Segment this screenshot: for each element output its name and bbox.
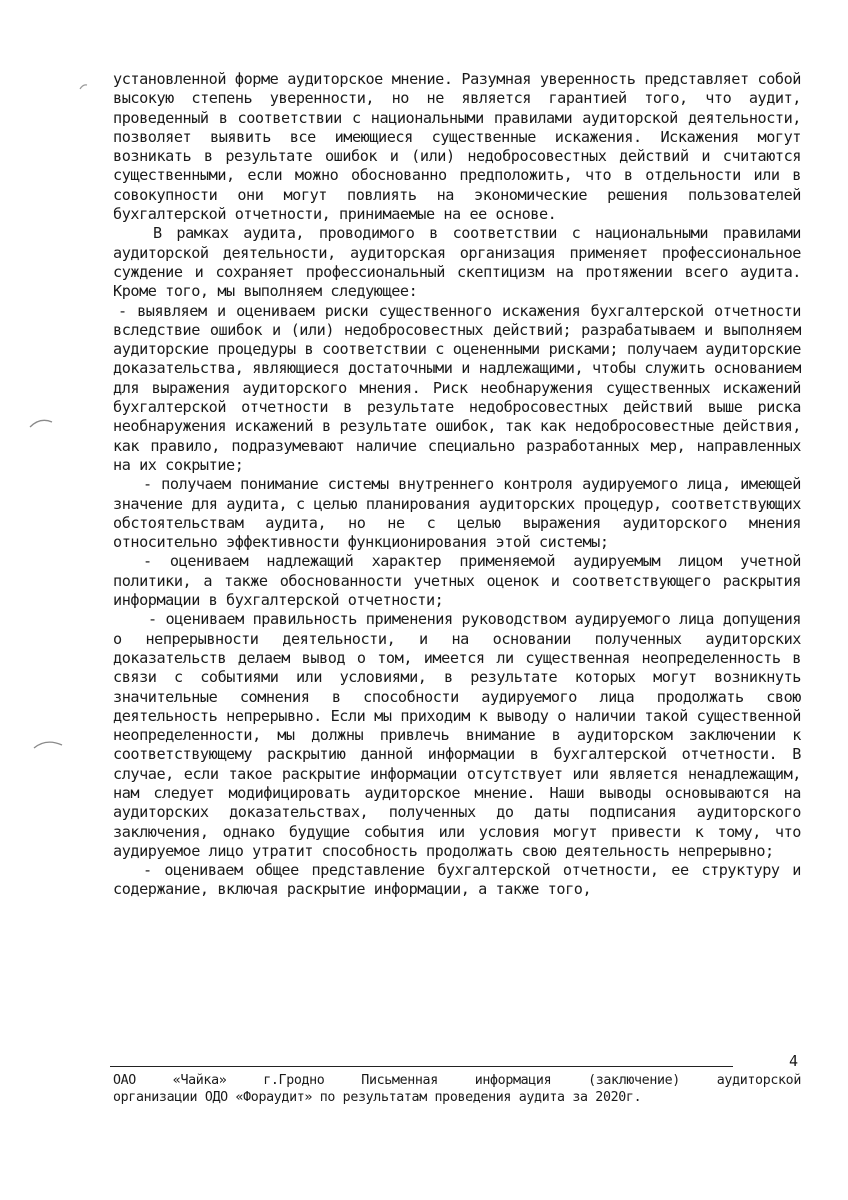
- footer-divider: [110, 1066, 733, 1067]
- list-item-risk-assessment: - выявляем и оцениваем риски существенного искажения бухгалтерской отчетности вследствие ошибок и (или) недобросовестных действий; разрабатываем и выполняем аудиторские процедуры в соответствии с оцененными рисками; получаем аудиторские доказательства, являющиеся достаточными и надлежащими, чтобы служить основанием для выражения аудиторского мнения. Риск необнаружения существенных искажений бухгалтерской отчетности в результате недобросовестных действий выше риска необнаружения искажений в результате ошибок, так как недобросовестные действия, как правило, подразумевают наличие специально разработанных мер, направленных на их сокрытие;: [113, 301, 801, 474]
- page-number: 4: [789, 1052, 799, 1070]
- footer-line-1: ОАО «Чайка» г.Гродно Письменная информация (заключение) аудиторской: [113, 1073, 801, 1088]
- paragraph-reasonable-assurance: установленной форме аудиторское мнение. Разумная уверенность представляет собой высокую степень уверенности, но не является гарантией того, что аудит, проведенный в соответствии с национальными правилами аудиторской деятельности, позволяет выявить все имеющиеся существенные искажения. Искажения могут возникать в результате ошибок и (или) недобросовестных действий и считаются существенными, если можно обоснованно предположить, что в отдельности или в совокупности они могут повлиять на экономические решения пользователей бухгалтерской отчетности, принимаемые на ее основе.: [113, 70, 801, 224]
- list-item-overall-presentation: - оцениваем общее представление бухгалтерской отчетности, ее структуру и содержание, включая раскрытие информации, а также того,: [113, 861, 801, 899]
- scan-mark-top: [78, 80, 90, 92]
- paragraph-audit-scope: В рамках аудита, проводимого в соответствии с национальными правилами аудиторской деятельности, аудиторская организация применяет профессиональное суждение и сохраняет профессиональный скептицизм на протяжении всего аудита. Кроме того, мы выполняем следующее:: [113, 224, 801, 301]
- punch-hole-mark-upper: [28, 415, 54, 429]
- page-footer: [113, 1072, 801, 1106]
- main-text: [113, 70, 801, 900]
- footer-line-2: организации ОДО «Фораудит» по результатам проведения аудита за 2020г.: [113, 1090, 642, 1105]
- list-item-accounting-policy: - оцениваем надлежащий характер применяемой аудируемым лицом учетной политики, а также обоснованности учетных оценок и соответствующего раскрытия информации в бухгалтерской отчетности;: [113, 552, 801, 610]
- punch-hole-mark-lower: [32, 737, 64, 751]
- list-item-going-concern: - оцениваем правильность применения руководством аудируемого лица допущения о непрерывности деятельности, и на основании полученных аудиторских доказательств делаем вывод о том, имеется ли существенная неопределенность в связи с событиями или условиями, в результате которых могут возникнуть значительные сомнения в способности аудируемого лица продолжать свою деятельность непрерывно. Если мы приходим к выводу о наличии такой существенной неопределенности, мы должны привлечь внимание в аудиторском заключении к соответствующему раскрытию данной информации в бухгалтерской отчетности. В случае, если такое раскрытие информации отсутствует или является ненадлежащим, нам следует модифицировать аудиторское мнение. Наши выводы основываются на аудиторских доказательствах, полученных до даты подписания аудиторского заключения, однако будущие события или условия могут привести к тому, что аудируемое лицо утратит способность продолжать свою деятельность непрерывно;: [113, 610, 801, 860]
- list-item-internal-control: - получаем понимание системы внутреннего контроля аудируемого лица, имеющей значение для аудита, с целью планирования аудиторских процедур, соответствующих обстоятельствам аудита, но не с целью выражения аудиторского мнения относительно эффективности функционирования этой системы;: [113, 475, 801, 552]
